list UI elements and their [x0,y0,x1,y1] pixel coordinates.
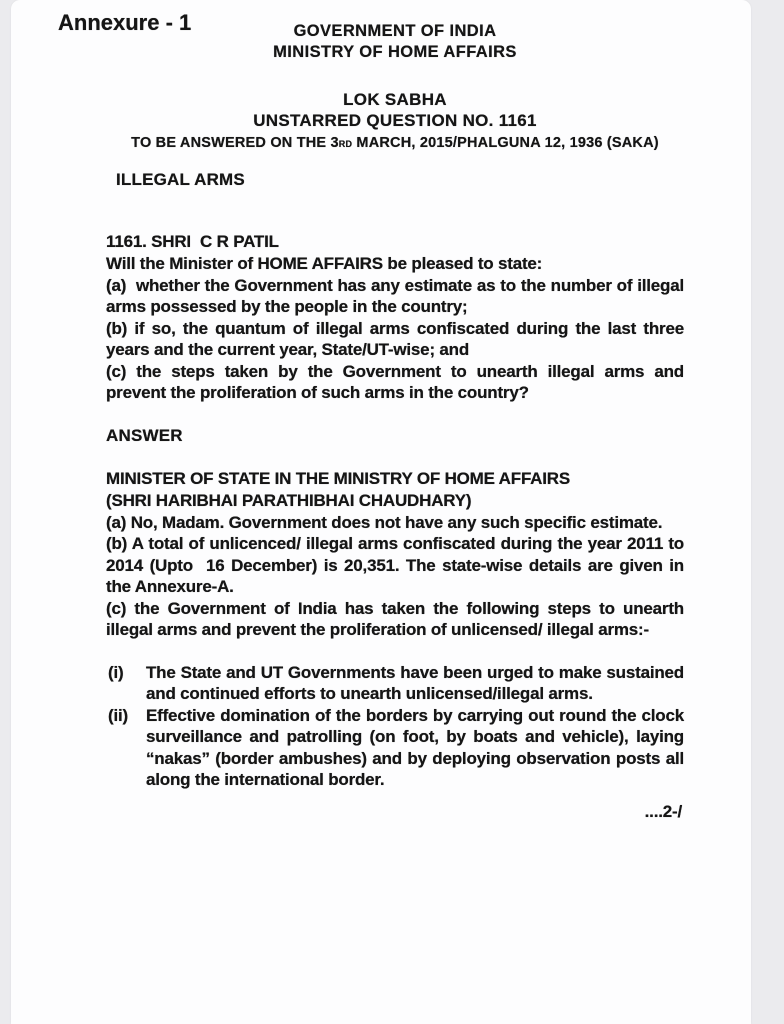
answer-date-line [106,132,684,155]
minister-block [106,468,684,512]
government-title: GOVERNMENT OF INDIA [293,22,497,40]
list-item [108,705,684,791]
question-part-a: (a) whether the Government has any estimate as to the number of illegal arms possessed by the people in the country; [106,275,689,316]
answer-date-suffix: MARCH, 2015/PHALGUNA 12, 1936 (SAKA) [352,135,659,151]
ordinal-superscript: RD [338,139,353,149]
letterhead [106,0,684,63]
answer-steps-list [106,662,684,791]
minister-title: MINISTER OF STATE IN THE MINISTRY OF HOME AFFAIRS [106,468,571,488]
question-part-b: (b) if so, the quantum of illegal arms confiscated during the last three years and the current year, State/UT-wise; and [106,318,684,359]
step-text: Effective domination of the borders by carrying out round the clock surveillance and patrolling (on foot, by boats and vehicle), laying “nakas” (border ambushes) and by deploying observation posts all along the international border. [146,705,684,789]
ministry-title: MINISTRY OF HOME AFFAIRS [273,43,517,61]
document-page [11,0,751,1024]
answer-heading: ANSWER [106,425,183,445]
subject-title: ILLEGAL ARMS [116,170,245,189]
annexure-label: Annexure - 1 [58,10,192,35]
question-number-heading: UNSTARRED QUESTION NO. 1161 [253,111,537,130]
step-marker: (i) [108,662,124,682]
minister-name: (SHRI HARIBHAI PARATHIBHAI CHAUDHARY) [106,490,472,510]
step-marker: (ii) [108,705,128,725]
question-part-c: (c) the steps taken by the Government to unearth illegal arms and prevent the proliferation of such arms in the country? [106,361,684,402]
question-asked-by: 1161. SHRI C R PATIL [106,232,279,251]
list-item [108,662,684,705]
question-intro: Will the Minister of HOME AFFAIRS be pleased to state: [106,254,543,273]
session-header [106,89,684,155]
answer-part-c: (c) the Government of India has taken the following steps to unearth illegal arms and prevent the proliferation of unlicensed/ illegal arms:- [106,598,684,639]
house-name: LOK SABHA [343,90,447,109]
step-text: The State and UT Governments have been urged to make sustained and continued efforts to unearth unlicensed/illegal arms. [146,662,684,703]
document-content [11,0,751,1024]
answer-part-b: (b) A total of unlicenced/ illegal arms confiscated during the year 2011 to 2014 (Upto 16 December) is 20,351. The state-wise details are given in the Annexure-A. [106,534,689,596]
page-continuation-number: ....2-/ [644,801,682,821]
answer-part-a: (a) No, Madam. Government does not have any such specific estimate. [106,512,663,532]
answer-date-prefix: TO BE ANSWERED ON THE 3 [131,135,339,151]
